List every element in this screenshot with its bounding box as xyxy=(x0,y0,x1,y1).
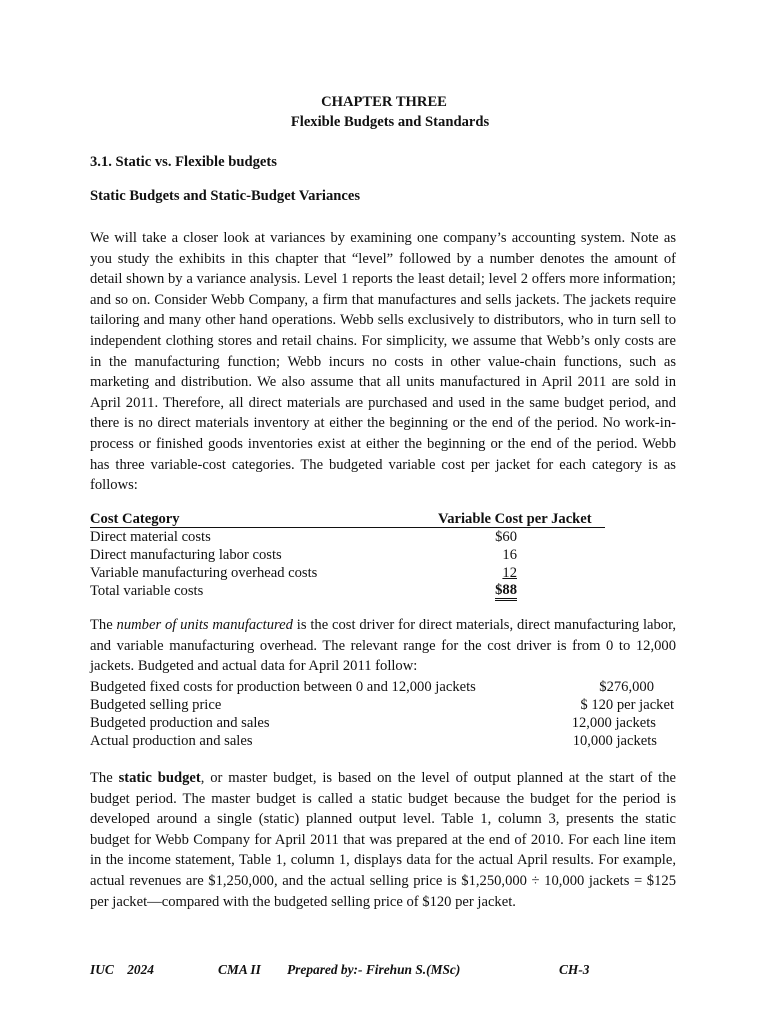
cost-category-header: Cost Category xyxy=(90,511,180,527)
variable-cost-header: Variable Cost per Jacket xyxy=(438,511,592,527)
table-row-total xyxy=(90,582,605,600)
cost-total-cell: $88 xyxy=(495,582,517,601)
chapter-title: Flexible Budgets and Standards xyxy=(290,114,490,130)
budget-value: $276,000 xyxy=(599,679,654,695)
intro-paragraph: We will take a closer look at variances by examining one company’s accounting system. Note as you study the exhibits in this chapter that “level” followed by a number denotes the amount of detail shown by a variance analysis. Level 1 reports the least detail; level 2 offers more information; and so on. Consider Webb Company, a firm that manufactures and sells jackets. The jackets require tailoring and many other hand operations. Webb sells exclusively to distributors, who in turn sell to independent clothing stores and retail chains. For simplicity, we assume that Webb’s only costs are in the manufacturing function; Webb incurs no costs in other value-chain functions, such as marketing and distribution. We also assume that all units manufactured in April 2011 are sold in April 2011. Therefore, all direct materials are purchased and used in the same budget period, and there is no direct materials inventory at either the beginning or the end of the period. No work-in-process or finished goods inventories exist at either the beginning or the end of the period. Webb has three variable-cost categories. The budgeted variable cost per jacket for each category is as follows: xyxy=(90,230,676,494)
budget-value: 12,000 jackets xyxy=(571,715,656,731)
cost-category-cell: Variable manufacturing overhead costs xyxy=(90,565,318,581)
term-text: static budget xyxy=(118,770,201,786)
static-budget-paragraph xyxy=(90,768,676,912)
table-row xyxy=(90,528,605,546)
cost-category-cell: Direct material costs xyxy=(90,529,211,545)
section-heading: 3.1. Static vs. Flexible budgets xyxy=(90,154,277,170)
budget-label: Actual production and sales xyxy=(90,733,253,749)
paragraph-text: , or master budget, is based on the level of output planned at the start of the budget period. The master budget is called a static budget because the budget for the period is developed around a single (static) planned output level. Table 1, column 3, presents the static budget for Webb Company for April 2011 that was prepared at the end of 2010. For each line item in the income statement, Table 1, column 1, displays data for the actual April results. For example, actual revenues are $1,250,000, and the actual selling price is $1,250,000 ÷ 10,000 jackets = $125 per jacket—compared with the budgeted selling price of $120 per jacket. xyxy=(90,770,676,910)
cost-table xyxy=(90,510,605,600)
cost-table-header xyxy=(90,510,605,528)
list-item xyxy=(90,732,690,750)
budget-value: 10,000 jackets xyxy=(572,733,657,749)
budget-data-list xyxy=(90,678,690,750)
cost-value-cell: 12 xyxy=(502,565,517,581)
budget-label: Budgeted fixed costs for production between 0 and 12,000 jackets xyxy=(90,679,476,695)
cost-driver-paragraph xyxy=(90,615,676,677)
footer-prepared-by: Prepared by:- Firehun S.(MSc) xyxy=(287,962,461,977)
table-row xyxy=(90,564,605,582)
budget-label: Budgeted selling price xyxy=(90,697,222,713)
footer-course: CMA II xyxy=(218,962,261,977)
footer-institution: IUC 2024 xyxy=(90,962,154,977)
chapter-label: CHAPTER THREE xyxy=(321,94,447,110)
budget-label: Budgeted production and sales xyxy=(90,715,270,731)
cost-value-cell: 16 xyxy=(502,547,517,563)
table-row xyxy=(90,546,605,564)
paragraph-text: The xyxy=(90,617,117,633)
footer-chapter-code: CH-3 xyxy=(559,962,590,977)
list-item xyxy=(90,696,690,714)
sub-heading: Static Budgets and Static-Budget Variances xyxy=(90,188,361,204)
list-item xyxy=(90,714,690,732)
budget-value: $ 120 per jacket xyxy=(580,697,674,713)
emphasis-text: number of units manufactured xyxy=(116,617,293,633)
cost-value-cell: $60 xyxy=(495,529,517,545)
paragraph-text: The xyxy=(90,770,119,786)
list-item xyxy=(90,678,690,696)
paragraph-text: is the cost driver for direct materials, direct manufacturing labor, and variable manufacturing overhead. The relevant range for the cost driver is from 0 to 12,000 jackets. Budgeted and actual data for April 2011 follow: xyxy=(90,617,677,675)
cost-category-cell: Total variable costs xyxy=(90,583,204,599)
cost-category-cell: Direct manufacturing labor costs xyxy=(90,547,282,563)
